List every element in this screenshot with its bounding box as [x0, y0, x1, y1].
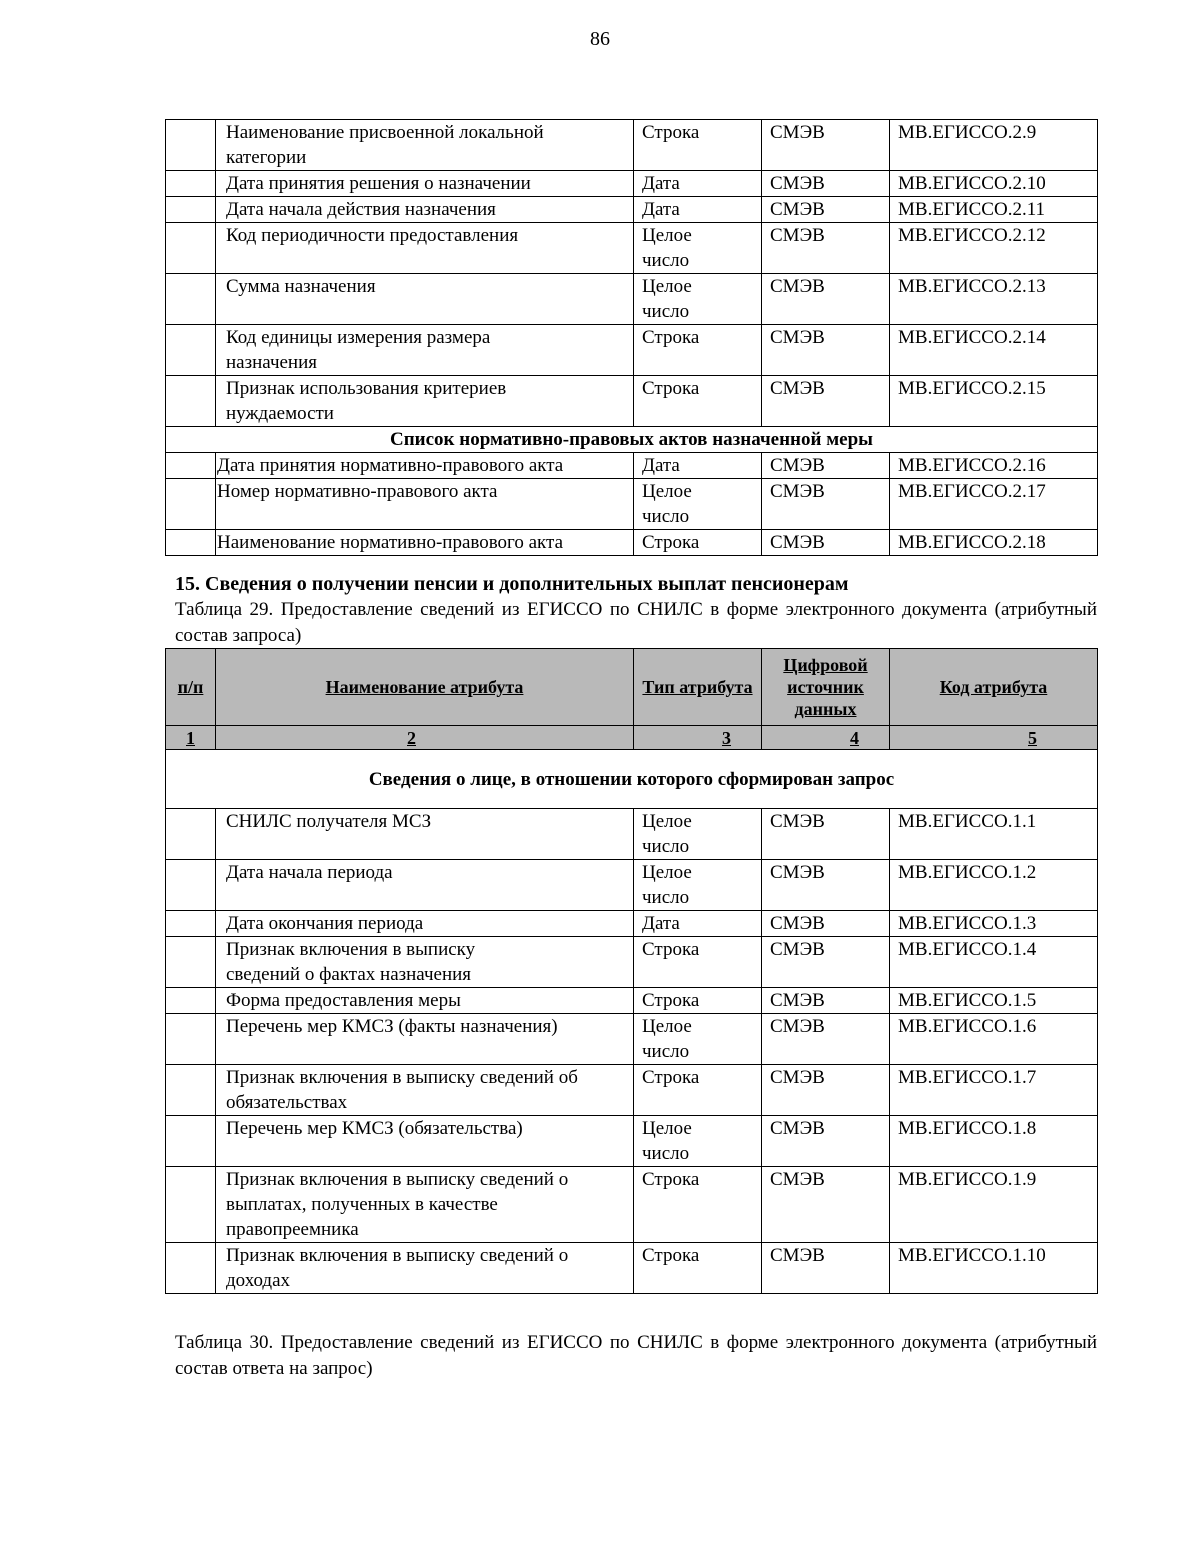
data-source-cell: СМЭВ — [762, 325, 890, 376]
table-row — [166, 453, 1098, 479]
table-row — [166, 376, 1098, 427]
attribute-type-cell: Целое число — [634, 809, 762, 860]
row-number-cell — [166, 171, 216, 197]
table-29-caption: Таблица 29. Предоставление сведений из ЕГИССО по СНИЛС в форме электронного документа (атрибутный состав запроса) — [175, 599, 1097, 646]
attribute-name-cell: Дата принятия нормативно-правового акта — [216, 453, 634, 479]
data-source-cell: СМЭВ — [762, 1065, 890, 1116]
attribute-type-cell: Строка — [634, 120, 762, 171]
data-source-cell: СМЭВ — [762, 937, 890, 988]
attribute-type-cell: Дата — [634, 171, 762, 197]
attribute-code-cell: МВ.ЕГИССО.2.16 — [890, 453, 1098, 479]
attribute-name-cell: Признак включения в выписку сведений об обязательствах — [216, 1065, 634, 1116]
attribute-name-cell: Номер нормативно-правового акта — [216, 479, 634, 530]
attribute-name-cell: СНИЛС получателя МСЗ — [216, 809, 634, 860]
page-number: 86 — [590, 28, 610, 50]
attribute-code-cell: МВ.ЕГИССО.1.7 — [890, 1065, 1098, 1116]
data-source-cell: СМЭВ — [762, 1014, 890, 1065]
attribute-type-cell: Целое число — [634, 223, 762, 274]
row-number-cell — [166, 120, 216, 171]
index-num: 1 — [166, 726, 216, 750]
row-number-cell — [166, 1116, 216, 1167]
table-row — [166, 860, 1098, 911]
row-number-cell — [166, 325, 216, 376]
data-source-cell: СМЭВ — [762, 120, 890, 171]
table-row — [166, 937, 1098, 988]
attribute-code-cell: МВ.ЕГИССО.2.17 — [890, 479, 1098, 530]
row-number-cell — [166, 1014, 216, 1065]
table-row — [166, 171, 1098, 197]
table-row — [166, 1065, 1098, 1116]
attribute-name-cell: Сумма назначения — [216, 274, 634, 325]
attribute-code-cell: МВ.ЕГИССО.1.3 — [890, 911, 1098, 937]
row-number-cell — [166, 988, 216, 1014]
attribute-type-cell: Строка — [634, 325, 762, 376]
table-row — [166, 197, 1098, 223]
row-number-cell — [166, 274, 216, 325]
attribute-name-cell: Признак включения в выписку сведений о выплатах, полученных в качестве правопреемника — [216, 1167, 634, 1243]
row-number-cell — [166, 223, 216, 274]
data-source-cell: СМЭВ — [762, 911, 890, 937]
row-number-cell — [166, 1243, 216, 1294]
attribute-name-cell: Дата начала действия назначения — [216, 197, 634, 223]
attribute-type-cell: Целое число — [634, 479, 762, 530]
row-number-cell — [166, 1167, 216, 1243]
table-row — [166, 274, 1098, 325]
attribute-code-cell: МВ.ЕГИССО.1.8 — [890, 1116, 1098, 1167]
table-row — [166, 325, 1098, 376]
data-source-cell: СМЭВ — [762, 376, 890, 427]
header-num: п/п — [166, 649, 216, 726]
table-row — [166, 911, 1098, 937]
attribute-name-cell: Дата окончания периода — [216, 911, 634, 937]
data-source-cell: СМЭВ — [762, 1243, 890, 1294]
row-number-cell — [166, 197, 216, 223]
section-title: Сведения о лице, в отношении которого сформирован запрос — [166, 750, 1098, 809]
attribute-code-cell: МВ.ЕГИССО.2.9 — [890, 120, 1098, 171]
table-row — [166, 988, 1098, 1014]
header-code: Код атрибута — [890, 649, 1098, 726]
table-header-row — [166, 649, 1098, 726]
index-name: 2 — [216, 726, 634, 750]
data-source-cell: СМЭВ — [762, 223, 890, 274]
data-source-cell: СМЭВ — [762, 453, 890, 479]
attribute-code-cell: МВ.ЕГИССО.1.4 — [890, 937, 1098, 988]
data-source-cell: СМЭВ — [762, 530, 890, 556]
row-number-cell — [166, 937, 216, 988]
attribute-type-cell: Дата — [634, 197, 762, 223]
attribute-type-cell: Строка — [634, 376, 762, 427]
data-source-cell: СМЭВ — [762, 171, 890, 197]
attribute-code-cell: МВ.ЕГИССО.2.10 — [890, 171, 1098, 197]
row-number-cell — [166, 479, 216, 530]
data-source-cell: СМЭВ — [762, 274, 890, 325]
attribute-name-cell: Перечень мер КМСЗ (факты назначения) — [216, 1014, 634, 1065]
row-number-cell — [166, 530, 216, 556]
header-type: Тип атрибута — [634, 649, 762, 726]
attribute-code-cell: МВ.ЕГИССО.2.15 — [890, 376, 1098, 427]
attribute-type-cell: Строка — [634, 937, 762, 988]
attribute-code-cell: МВ.ЕГИССО.1.10 — [890, 1243, 1098, 1294]
column-index-row — [166, 726, 1098, 750]
attribute-type-cell: Строка — [634, 988, 762, 1014]
attribute-type-cell: Строка — [634, 1065, 762, 1116]
table-row — [166, 1014, 1098, 1065]
table-row — [166, 1116, 1098, 1167]
data-source-cell: СМЭВ — [762, 860, 890, 911]
table-30-caption: Таблица 30. Предоставление сведений из ЕГИССО по СНИЛС в форме электронного документа (атрибутный состав ответа на запрос) — [175, 1332, 1097, 1379]
data-source-cell: СМЭВ — [762, 988, 890, 1014]
table-29 — [165, 648, 1098, 1294]
attribute-code-cell: МВ.ЕГИССО.1.5 — [890, 988, 1098, 1014]
section-heading: 15. Сведения о получении пенсии и дополнительных выплат пенсионерам — [175, 573, 849, 595]
attribute-name-cell: Признак включения в выписку сведений о доходах — [216, 1243, 634, 1294]
table-row — [166, 223, 1098, 274]
attribute-name-cell: Форма предоставления меры — [216, 988, 634, 1014]
attribute-name-cell: Признак включения в выписку сведений о фактах назначения — [216, 937, 634, 988]
table-row — [166, 530, 1098, 556]
data-source-cell: СМЭВ — [762, 197, 890, 223]
attribute-type-cell: Целое число — [634, 1014, 762, 1065]
attribute-name-cell: Код периодичности предоставления — [216, 223, 634, 274]
attribute-name-cell: Дата начала периода — [216, 860, 634, 911]
attribute-type-cell: Строка — [634, 530, 762, 556]
attribute-type-cell: Целое число — [634, 1116, 762, 1167]
attribute-name-cell: Дата принятия решения о назначении — [216, 171, 634, 197]
table-row — [166, 479, 1098, 530]
row-number-cell — [166, 376, 216, 427]
header-name: Наименование атрибута — [216, 649, 634, 726]
attribute-type-cell: Целое число — [634, 860, 762, 911]
attribute-name-cell: Код единицы измерения размера назначения — [216, 325, 634, 376]
row-number-cell — [166, 453, 216, 479]
attribute-name-cell: Наименование нормативно-правового акта — [216, 530, 634, 556]
attribute-code-cell: МВ.ЕГИССО.1.1 — [890, 809, 1098, 860]
attribute-code-cell: МВ.ЕГИССО.2.11 — [890, 197, 1098, 223]
index-type: 3 — [634, 726, 762, 750]
attribute-type-cell: Строка — [634, 1167, 762, 1243]
attribute-name-cell: Перечень мер КМСЗ (обязательства) — [216, 1116, 634, 1167]
data-source-cell: СМЭВ — [762, 1116, 890, 1167]
row-number-cell — [166, 911, 216, 937]
index-code: 5 — [890, 726, 1098, 750]
data-source-cell: СМЭВ — [762, 479, 890, 530]
row-number-cell — [166, 1065, 216, 1116]
attribute-code-cell: МВ.ЕГИССО.2.14 — [890, 325, 1098, 376]
attribute-code-cell: МВ.ЕГИССО.2.18 — [890, 530, 1098, 556]
table-row — [166, 809, 1098, 860]
attribute-code-cell: МВ.ЕГИССО.1.6 — [890, 1014, 1098, 1065]
attribute-name-cell: Наименование присвоенной локальной категории — [216, 120, 634, 171]
attribute-name-cell: Признак использования критериев нуждаемости — [216, 376, 634, 427]
table-row — [166, 1243, 1098, 1294]
continued-attribute-table — [165, 119, 1098, 556]
table-row — [166, 120, 1098, 171]
row-number-cell — [166, 860, 216, 911]
attribute-type-cell: Целое число — [634, 274, 762, 325]
data-source-cell: СМЭВ — [762, 1167, 890, 1243]
header-source: Цифровой источник данных — [762, 649, 890, 726]
index-source: 4 — [762, 726, 890, 750]
attribute-code-cell: МВ.ЕГИССО.1.9 — [890, 1167, 1098, 1243]
attribute-code-cell: МВ.ЕГИССО.1.2 — [890, 860, 1098, 911]
section-title: Список нормативно-правовых актов назначенной меры — [166, 427, 1098, 453]
table-row — [166, 1167, 1098, 1243]
attribute-code-cell: МВ.ЕГИССО.2.12 — [890, 223, 1098, 274]
section-row — [166, 750, 1098, 809]
attribute-type-cell: Дата — [634, 453, 762, 479]
data-source-cell: СМЭВ — [762, 809, 890, 860]
section-row — [166, 427, 1098, 453]
attribute-type-cell: Строка — [634, 1243, 762, 1294]
row-number-cell — [166, 809, 216, 860]
attribute-type-cell: Дата — [634, 911, 762, 937]
attribute-code-cell: МВ.ЕГИССО.2.13 — [890, 274, 1098, 325]
